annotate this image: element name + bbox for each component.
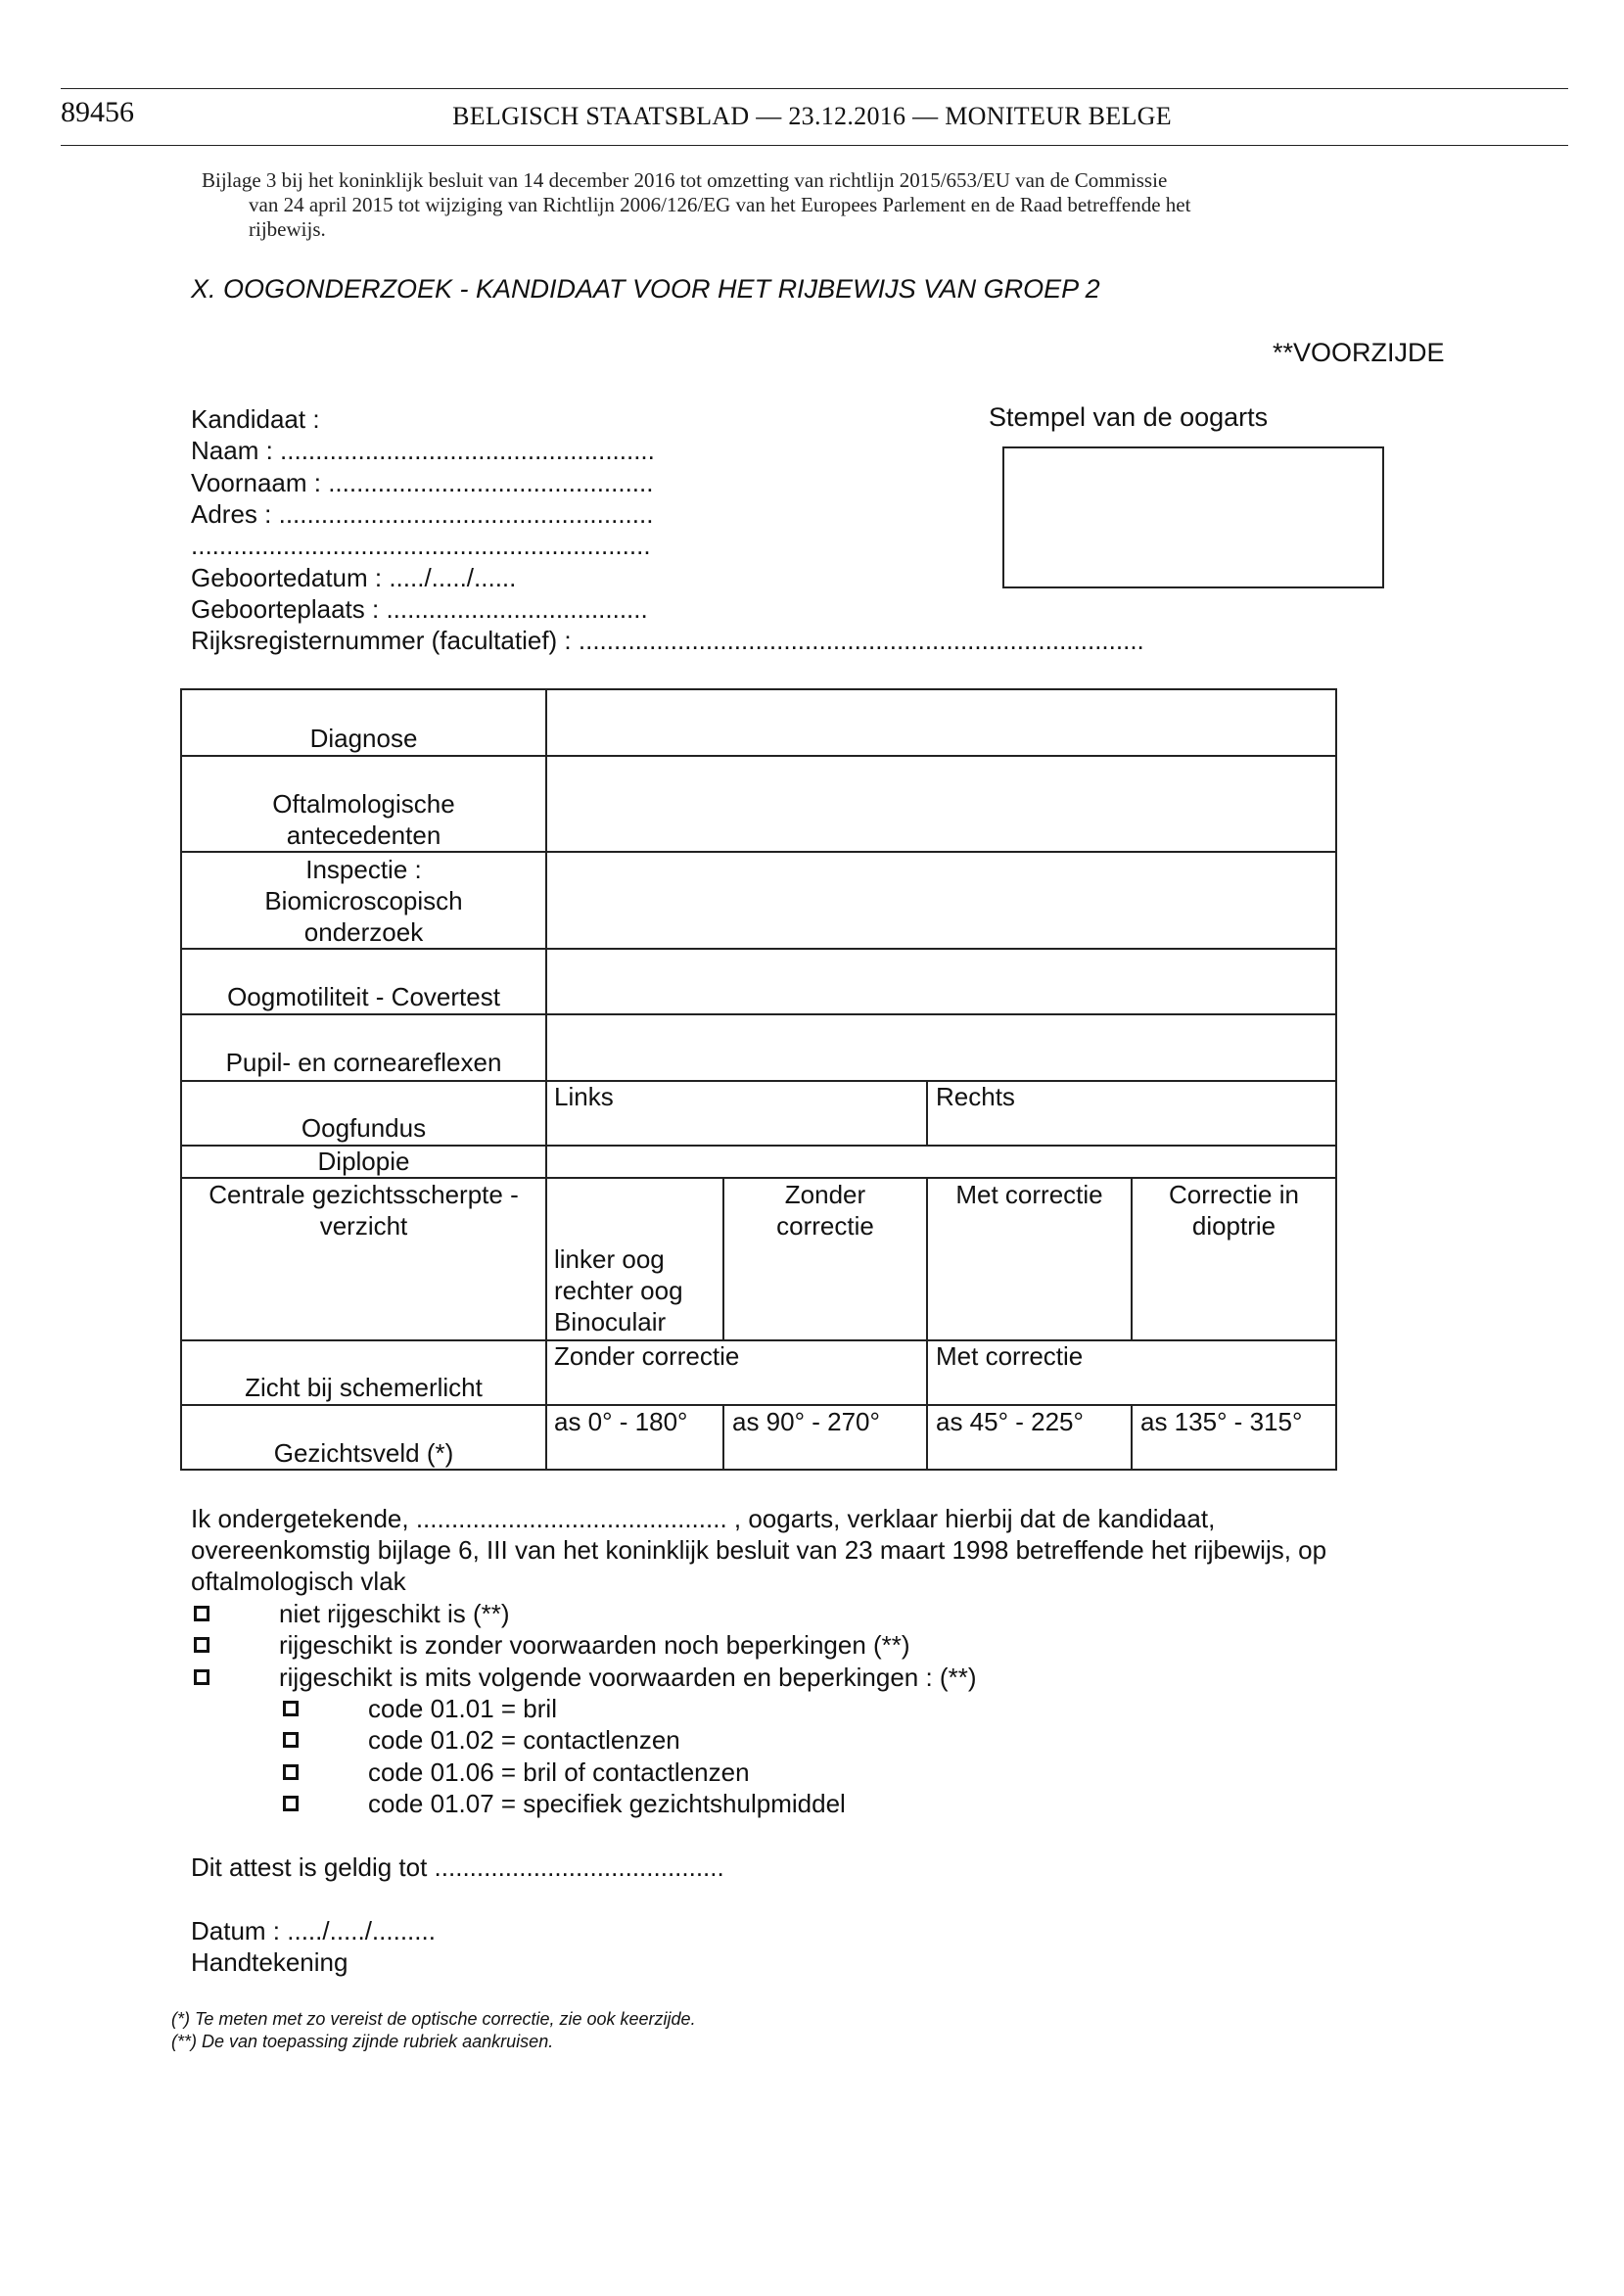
- diplopia-label: Diplopie: [317, 1147, 410, 1176]
- motility-label: Oogmotiliteit - Covertest: [227, 982, 500, 1011]
- address-line-2-field[interactable]: .................................................................: [191, 531, 651, 560]
- date-field[interactable]: Datum : ...../...../.........: [191, 1916, 436, 1945]
- form-title: X. OOGONDERZOEK - KANDIDAAT VOOR HET RIJBEWIJS VAN GROEP 2: [191, 274, 1100, 304]
- valid-until-field[interactable]: Dit attest is geldig tot .........................................: [191, 1852, 724, 1882]
- antecedents-label-2: antecedenten: [286, 820, 441, 850]
- code-0107-checkbox[interactable]: [283, 1796, 299, 1811]
- code-0102-label: code 01.02 = contactlenzen: [368, 1725, 680, 1755]
- correction-dioptre-label-2: dioptrie: [1191, 1211, 1276, 1241]
- signature-label: Handtekening: [191, 1947, 348, 1977]
- side-label: **VOORZIJDE: [1273, 338, 1445, 367]
- antecedents-label-1: Oftalmologische: [272, 789, 455, 819]
- declaration-line-2: overeenkomstig bijlage 6, III van het koninklijk besluit van 23 maart 1998 betreffende het rijbewijs, op: [191, 1535, 1327, 1565]
- stamp-box: [1002, 446, 1384, 588]
- axis-0-180-label: as 0° - 180°: [554, 1407, 688, 1436]
- without-correction-label-2: correctie: [776, 1211, 874, 1241]
- binocular-label: Binoculair: [554, 1307, 667, 1336]
- code-0107-label: code 01.07 = specifiek gezichtshulpmiddel: [368, 1789, 846, 1818]
- diagnose-label: Diagnose: [309, 724, 418, 753]
- acuity-label-1: Centrale gezichtsscherpte -: [209, 1180, 519, 1209]
- intro-line-2: van 24 april 2015 tot wijziging van Richtlijn 2006/126/EG van het Europees Parlement en de Raad betreffende het: [249, 193, 1191, 216]
- code-0101-label: code 01.01 = bril: [368, 1694, 557, 1723]
- declaration-line-1: Ik ondergetekende, ............................................ , oogarts, verklaar hierbij dat de kandidaat,: [191, 1504, 1216, 1533]
- address-field[interactable]: Adres : .....................................................: [191, 499, 654, 529]
- with-correction-label: Met correctie: [955, 1180, 1103, 1209]
- twilight-without-correction-label: Zonder correctie: [554, 1341, 740, 1371]
- running-title: BELGISCH STAATSBLAD — 23.12.2016 — MONITEUR BELGE: [452, 102, 1172, 130]
- option-fit-conditional-label: rijgeschikt is mits volgende voorwaarden en beperkingen : (**): [279, 1663, 977, 1692]
- header-rule: [61, 145, 1568, 146]
- name-field[interactable]: Naam : .....................................................: [191, 436, 655, 465]
- footnote-1: (*) Te meten met zo vereist de optische correctie, zie ook keerzijde.: [171, 2009, 696, 2029]
- intro-line-1: Bijlage 3 bij het koninklijk besluit van 14 december 2016 tot omzetting van richtlijn 2015/653/EU van de Commissie: [202, 168, 1168, 192]
- fundus-left-label: Links: [554, 1082, 614, 1111]
- birth-place-field[interactable]: Geboorteplaats : .....................................: [191, 594, 648, 624]
- twilight-with-correction-label: Met correctie: [936, 1341, 1084, 1371]
- without-correction-label-1: Zonder: [784, 1180, 866, 1209]
- twilight-label: Zicht bij schemerlicht: [245, 1373, 483, 1402]
- birth-date-field[interactable]: Geboortedatum : ...../...../......: [191, 563, 517, 592]
- intro-line-3: rijbewijs.: [249, 217, 326, 241]
- intro-paragraph: [202, 168, 1435, 242]
- axis-45-225-label: as 45° - 225°: [936, 1407, 1084, 1436]
- axis-135-315-label: as 135° - 315°: [1140, 1407, 1303, 1436]
- top-rule: [61, 88, 1568, 89]
- stamp-label: Stempel van de oogarts: [989, 402, 1269, 432]
- first-name-field[interactable]: Voornaam : ..............................................: [191, 468, 654, 497]
- option-unfit-checkbox[interactable]: [194, 1606, 209, 1621]
- acuity-label-2: verzicht: [319, 1211, 408, 1241]
- fundus-label: Oogfundus: [301, 1113, 427, 1143]
- footnote-2: (**) De van toepassing zijnde rubriek aankruisen.: [171, 2032, 554, 2051]
- national-number-field[interactable]: Rijksregisternummer (facultatief) : ................................................................................: [191, 626, 1144, 655]
- axis-90-270-label: as 90° - 270°: [732, 1407, 880, 1436]
- option-fit-unconditional-checkbox[interactable]: [194, 1637, 209, 1653]
- reflexes-label: Pupil- en corneareflexen: [225, 1048, 502, 1077]
- candidate-heading: Kandidaat :: [191, 404, 320, 434]
- declaration-line-3: oftalmologisch vlak: [191, 1567, 406, 1596]
- code-0106-label: code 01.06 = bril of contactlenzen: [368, 1757, 750, 1787]
- correction-dioptre-label-1: Correctie in: [1169, 1180, 1299, 1209]
- inspection-label-3: onderzoek: [303, 917, 424, 947]
- page-number: 89456: [61, 96, 134, 128]
- inspection-label-2: Biomicroscopisch: [264, 886, 463, 915]
- fundus-right-label: Rechts: [936, 1082, 1015, 1111]
- inspection-label-1: Inspectie :: [305, 855, 422, 884]
- option-fit-unconditional-label: rijgeschikt is zonder voorwaarden noch beperkingen (**): [279, 1630, 910, 1660]
- code-0101-checkbox[interactable]: [283, 1701, 299, 1716]
- code-0106-checkbox[interactable]: [283, 1764, 299, 1780]
- code-0102-checkbox[interactable]: [283, 1732, 299, 1748]
- right-eye-label: rechter oog: [554, 1276, 683, 1305]
- left-eye-label: linker oog: [554, 1244, 665, 1274]
- option-unfit-label: niet rijgeschikt is (**): [279, 1599, 510, 1628]
- visual-field-label: Gezichtsveld (*): [273, 1438, 454, 1468]
- option-fit-conditional-checkbox[interactable]: [194, 1669, 209, 1685]
